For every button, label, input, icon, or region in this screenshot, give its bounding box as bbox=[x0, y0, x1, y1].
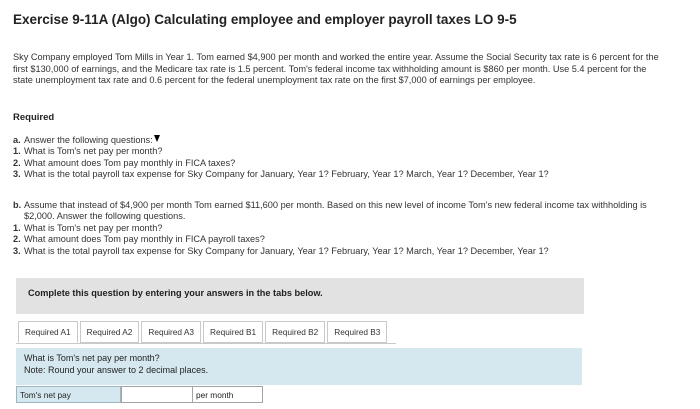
tab-required-b3[interactable]: Required B3 bbox=[327, 321, 387, 343]
item-marker: 3. bbox=[13, 169, 21, 180]
mouse-cursor-icon bbox=[154, 135, 160, 142]
part-a-lead-text: Answer the following questions: bbox=[24, 135, 153, 145]
item-text: What amount does Tom pay monthly in FICA taxes? bbox=[24, 157, 236, 168]
question-panel bbox=[16, 348, 582, 385]
part-a-marker: a. bbox=[13, 135, 21, 145]
tab-required-a1[interactable]: Required A1 bbox=[18, 321, 78, 343]
item-text: What amount does Tom pay monthly in FICA payroll taxes? bbox=[24, 234, 265, 245]
part-a-lead bbox=[13, 135, 663, 146]
complete-question-text: Complete this question by entering your answers in the tabs below. bbox=[28, 288, 323, 298]
required-heading: Required bbox=[13, 112, 55, 123]
part-b-marker: b. bbox=[13, 200, 22, 210]
panel-note: Note: Round your answer to 2 decimal places. bbox=[24, 365, 209, 375]
part-b-lead-text: Assume that instead of $4,900 per month Tom earned $11,600 per month. Based on this new level of income Tom's new federal income tax withholding is $2,000. Answer the following questions. bbox=[24, 200, 647, 222]
answer-label: Tom's net pay bbox=[16, 386, 121, 403]
part-a-block bbox=[13, 135, 663, 181]
part-b-block bbox=[13, 200, 663, 257]
list-item bbox=[13, 246, 663, 257]
item-marker: 2. bbox=[13, 157, 21, 168]
item-text: What is Tom's net pay per month? bbox=[24, 222, 163, 233]
item-marker: 1. bbox=[13, 146, 21, 157]
net-pay-input[interactable] bbox=[121, 386, 193, 403]
tab-required-a3[interactable]: Required A3 bbox=[141, 321, 201, 343]
item-marker: 2. bbox=[13, 234, 21, 245]
tab-required-b1[interactable]: Required B1 bbox=[203, 321, 263, 343]
item-text: What is the total payroll tax expense for Sky Company for January, Year 1? February, Year 1? March, Year 1? December, Year 1? bbox=[24, 169, 549, 180]
list-item bbox=[13, 158, 663, 169]
tab-required-b2[interactable]: Required B2 bbox=[265, 321, 325, 343]
tab-required-a2[interactable]: Required A2 bbox=[80, 321, 140, 343]
list-item bbox=[13, 223, 663, 234]
exercise-title: Exercise 9-11A (Algo) Calculating employee and employer payroll taxes LO 9-5 bbox=[13, 12, 517, 27]
problem-intro: Sky Company employed Tom Mills in Year 1. Tom earned $4,900 per month and worked the entire year. Assume the Social Security tax rate is 6 percent for the first $130,000 of earnings, and the Medicare tax rate is 1.5 percent. Tom's federal income tax withholding amount is $860 per month. Use 5.4 percent for the state unemployment tax rate and 0.6 percent for the federal unemployment tax rate on the first $7,000 of earnings per employee. bbox=[13, 52, 659, 86]
tab-divider bbox=[16, 343, 396, 344]
item-text: What is the total payroll tax expense for Sky Company for January, Year 1? February, Year 1? March, Year 1? December, Year 1? bbox=[24, 245, 549, 256]
list-item bbox=[13, 146, 663, 157]
list-item bbox=[13, 234, 663, 245]
panel-question: What is Tom's net pay per month? bbox=[24, 353, 160, 363]
answer-unit: per month bbox=[193, 386, 263, 403]
item-marker: 1. bbox=[13, 222, 21, 233]
item-marker: 3. bbox=[13, 245, 21, 256]
list-item bbox=[13, 169, 663, 180]
item-text: What is Tom's net pay per month? bbox=[24, 146, 163, 157]
complete-question-banner bbox=[16, 278, 584, 314]
tab-bar bbox=[18, 321, 387, 343]
part-b-lead bbox=[13, 200, 663, 223]
answer-row bbox=[16, 386, 263, 403]
